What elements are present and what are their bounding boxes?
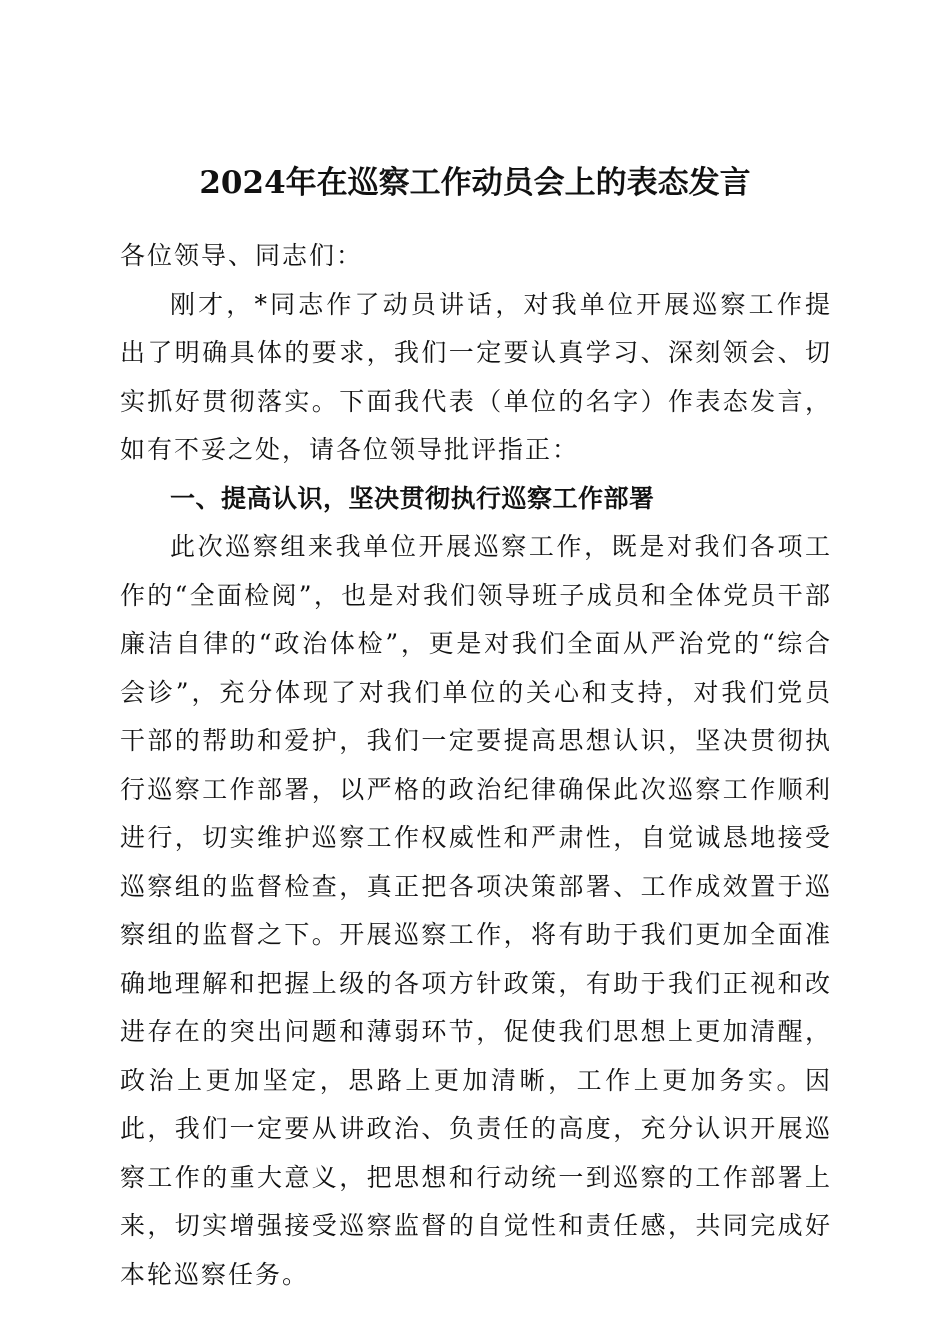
- document-body: [120, 232, 832, 1299]
- paragraph-section-1: 此次巡察组来我单位开展巡察工作，既是对我们各项工作的“全面检阅”，也是对我们领导班子成员和全体党员干部廉洁自律的“政治体检”，更是对我们全面从严治党的“综合会诊”，充分体现了对我们单位的关心和支持，对我们党员干部的帮助和爱护，我们一定要提高思想认识，坚决贯彻执行巡察工作部署，以严格的政治纪律确保此次巡察工作顺利进行，切实维护巡察工作权威性和严肃性，自觉诚恳地接受巡察组的监督检查，真正把各项决策部署、工作成效置于巡察组的监督之下。开展巡察工作，将有助于我们更加全面准确地理解和把握上级的各项方针政策，有助于我们正视和改进存在的突出问题和薄弱环节，促使我们思想上更加清醒，政治上更加坚定，思路上更加清晰，工作上更加务实。因此，我们一定要从讲政治、负责任的高度，充分认识开展巡察工作的重大意义，把思想和行动统一到巡察的工作部署上来，切实增强接受巡察监督的自觉性和责任感，共同完成好本轮巡察任务。: [120, 532, 832, 1289]
- document-title: 2024年在巡察工作动员会上的表态发言: [199, 164, 751, 201]
- section-heading-1: 一、提高认识，坚决贯彻执行巡察工作部署: [170, 483, 655, 513]
- salutation: 各位领导、同志们：: [120, 241, 364, 270]
- paragraph-intro: 刚才，*同志作了动员讲话，对我单位开展巡察工作提出了明确具体的要求，我们一定要认真学习、深刻领会、切实抓好贯彻落实。下面我代表（单位的名字）作表态发言，如有不妥之处，请各位领导批评指正：: [120, 289, 832, 464]
